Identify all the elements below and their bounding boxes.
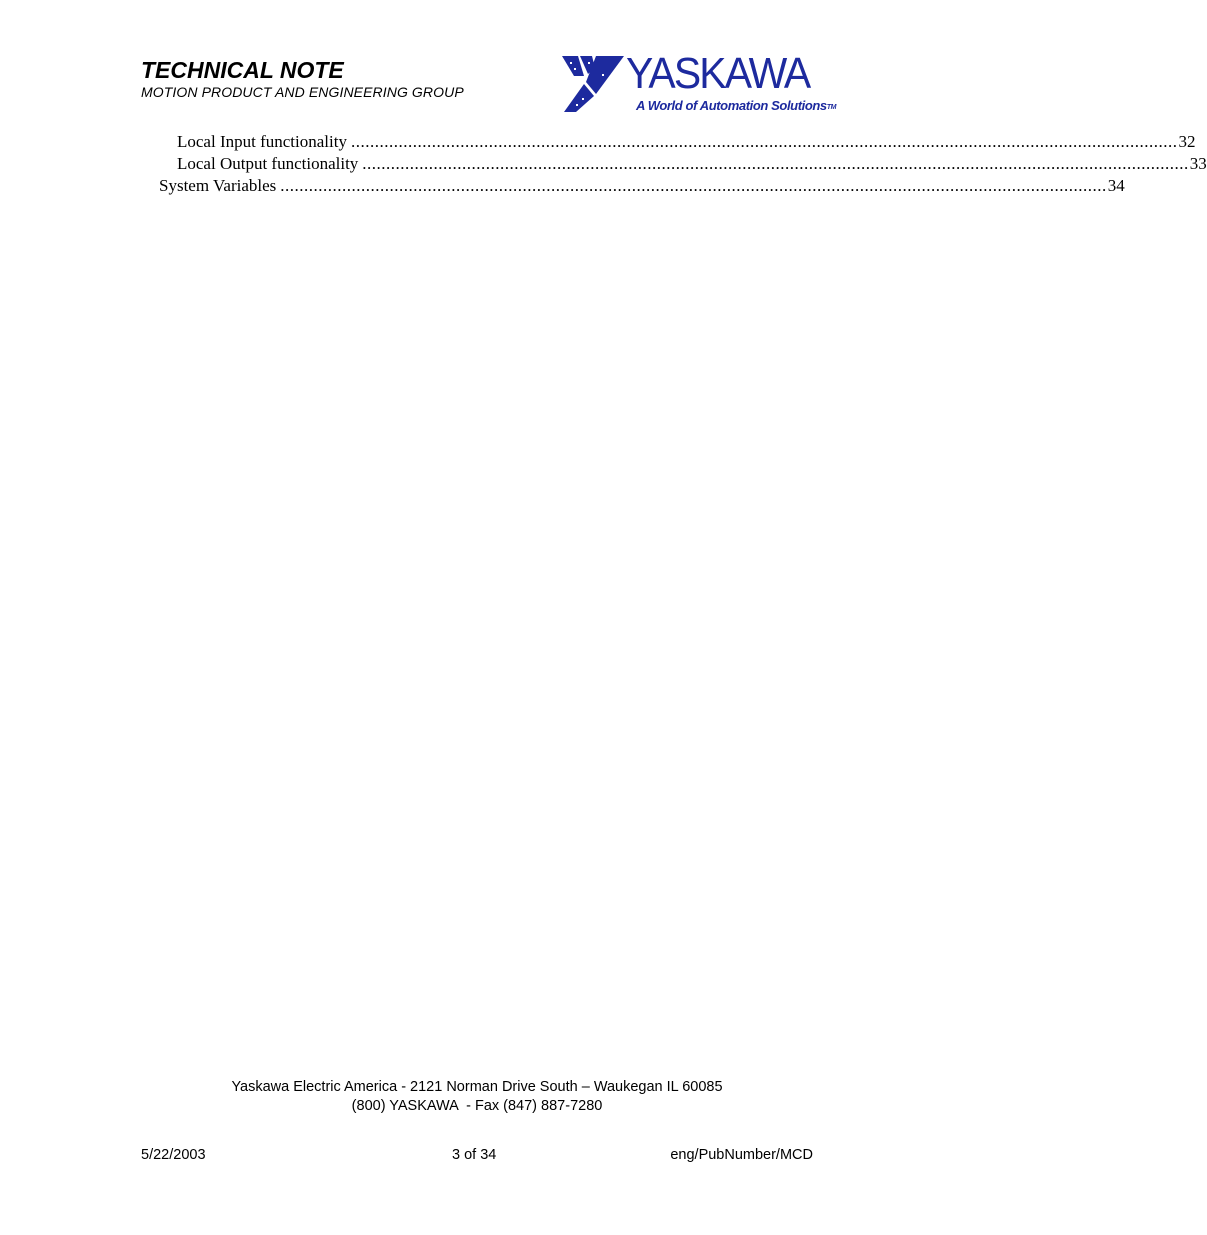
footer-address [0,1078,954,1116]
logo-tagline-text: A World of Automation Solutions [636,98,827,113]
footer-reference: eng/PubNumber/MCD [670,1147,813,1163]
toc-entry[interactable] [159,153,1207,175]
footer [0,1146,954,1166]
header [141,56,464,100]
toc-entry-page: 33 [1189,154,1207,173]
toc-entry-page: 34 [1107,176,1125,195]
toc-entry[interactable] [159,175,1125,197]
toc-entry-title: Local Input functionality [177,132,347,151]
toc-dot-leader: .............................................................................................................................................................................. [350,132,1178,151]
toc-entry-title: Local Output functionality [177,154,359,173]
document-title: TECHNICAL NOTE [141,57,344,83]
footer-page-number: 3 of 34 [452,1147,497,1163]
document-subtitle: MOTION PRODUCT AND ENGINEERING GROUP [141,84,464,100]
footer-contact-line: (800) YASKAWA - Fax (847) 887-7280 [351,1098,603,1114]
toc-dot-leader: .............................................................................................................................................................................. [362,154,1189,173]
toc-entry[interactable] [159,131,1196,153]
logo-tagline [636,98,836,114]
logo-trademark: TM [826,104,837,111]
toc-entry-title: System Variables [159,176,277,195]
logo-wordmark: YASKAWA [626,49,810,98]
toc-dot-leader: .............................................................................................................................................................................. [280,176,1107,195]
footer-date: 5/22/2003 [141,1147,206,1163]
footer-address-line: Yaskawa Electric America - 2121 Norman Drive South – Waukegan IL 60085 [231,1079,723,1095]
toc-entry-page: 32 [1178,132,1196,151]
yaskawa-logo-mark-icon [562,54,626,112]
yaskawa-logo [562,49,852,116]
table-of-contents [159,131,1207,197]
